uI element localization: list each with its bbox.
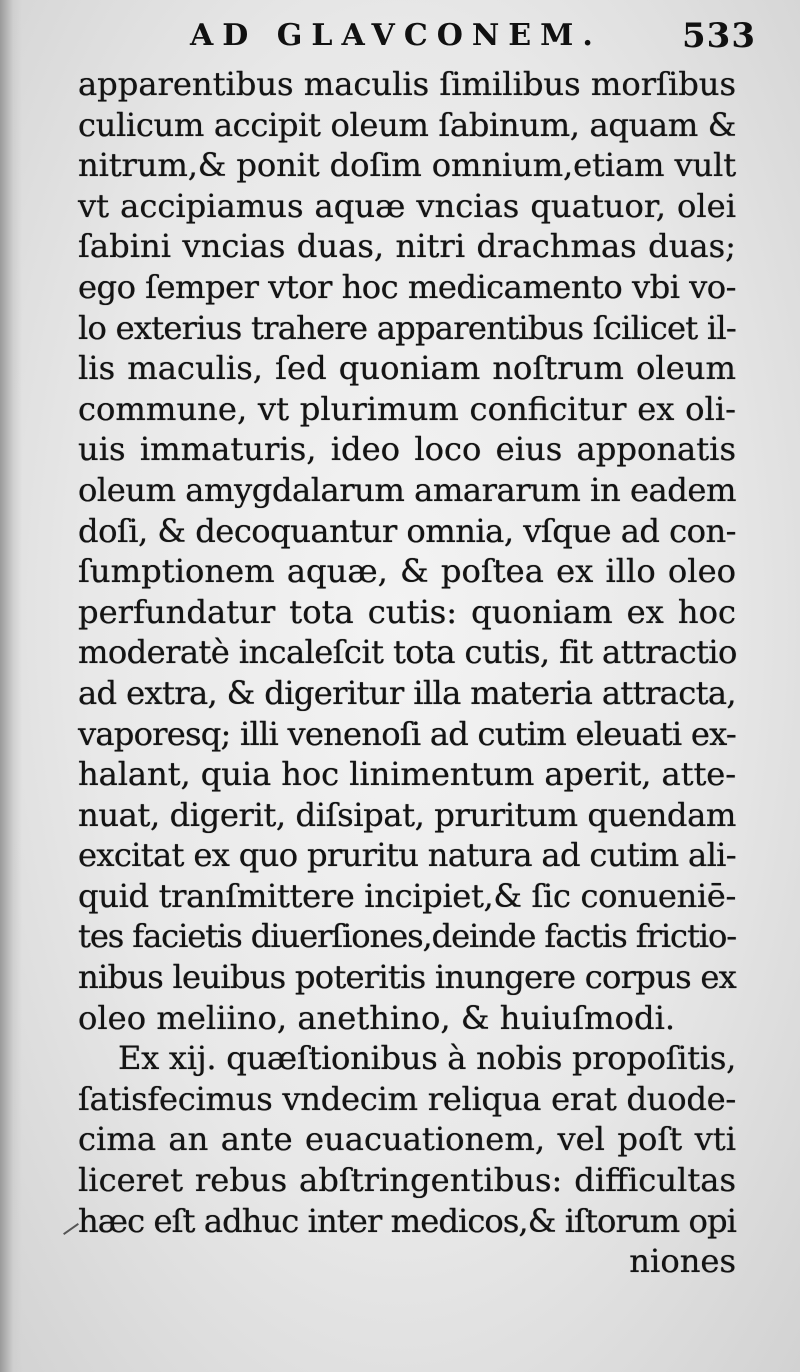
text-line: apparentibus maculis ſimilibus morſibus: [78, 65, 736, 103]
text-line: tes facietis diuerſiones,deinde factis frictio-: [78, 917, 736, 956]
text-line: lis maculis, ſed quoniam noſtrum oleum: [78, 349, 736, 388]
text-line: hæc eſt adhuc inter medicos,& iſtorum opi: [78, 1201, 736, 1240]
text-line: ſatisfecimus vndecim reliqua erat duode-: [78, 1079, 736, 1118]
text-line: uis immaturis, ideo loco eius apponatis: [78, 430, 736, 469]
paragraph-end-line: oleo meliino, anethino, & huiuſmodi.: [78, 998, 676, 1037]
text-line: vt accipiamus aquæ vncias quatuor, olei: [78, 186, 736, 225]
text-line: doſi, & decoquantur omnia, vſque ad con-: [78, 511, 736, 550]
text-line: ſabini vncias duas, nitri drachmas duas;: [78, 227, 736, 266]
text-line: nuat, digerit, diſsipat, pruritum quendam: [78, 795, 736, 834]
text-line: lo exterius trahere apparentibus ſcilicet il-: [78, 308, 736, 347]
text-line: nitrum,& ponit doſim omnium,etiam vult: [78, 146, 736, 185]
text-line: quid tranſmittere incipiet,& ſic conueniē-: [78, 876, 736, 915]
running-head: [170, 18, 770, 58]
text-line: moderatè incaleſcit tota cutis, fit attractio: [78, 633, 737, 672]
page-number: 533: [682, 16, 756, 56]
text-line: oleum amygdalarum amararum in eadem: [78, 470, 736, 509]
running-head-title: AD GLAVCONEM.: [190, 18, 602, 53]
catchword: niones: [629, 1242, 736, 1281]
ink-mark: [63, 1223, 79, 1235]
text-line: ſumptionem aquæ, & poſtea ex illo oleo: [78, 552, 736, 591]
paragraph-start-line: Ex xij. quæſtionibus à nobis propoſitis,: [118, 1039, 736, 1078]
body-text: [78, 64, 736, 1282]
text-line: commune, vt plurimum conficitur ex oli-: [78, 389, 736, 428]
text-line: excitat ex quo pruritu natura ad cutim ali-: [78, 836, 736, 875]
text-line: ego ſemper vtor hoc medicamento vbi vo-: [78, 267, 736, 306]
text-line: vaporesq; illi venenoſi ad cutim eleuati ex-: [78, 714, 736, 753]
text-line: nibus leuibus poteritis inungere corpus ex: [78, 958, 736, 997]
text-line: culicum accipit oleum ſabinum, aquam &: [78, 105, 736, 144]
text-line: halant, quia hoc linimentum aperit, atte-: [78, 755, 736, 794]
text-line: ad extra, & digeritur illa materia attracta,: [78, 673, 736, 712]
text-line: perfundatur tota cutis: quoniam ex hoc: [78, 592, 736, 631]
text-line: cima an ante euacuationem, vel poſt vti: [78, 1120, 736, 1159]
text-line: liceret rebus abſtringentibus: difficultas: [78, 1161, 736, 1200]
